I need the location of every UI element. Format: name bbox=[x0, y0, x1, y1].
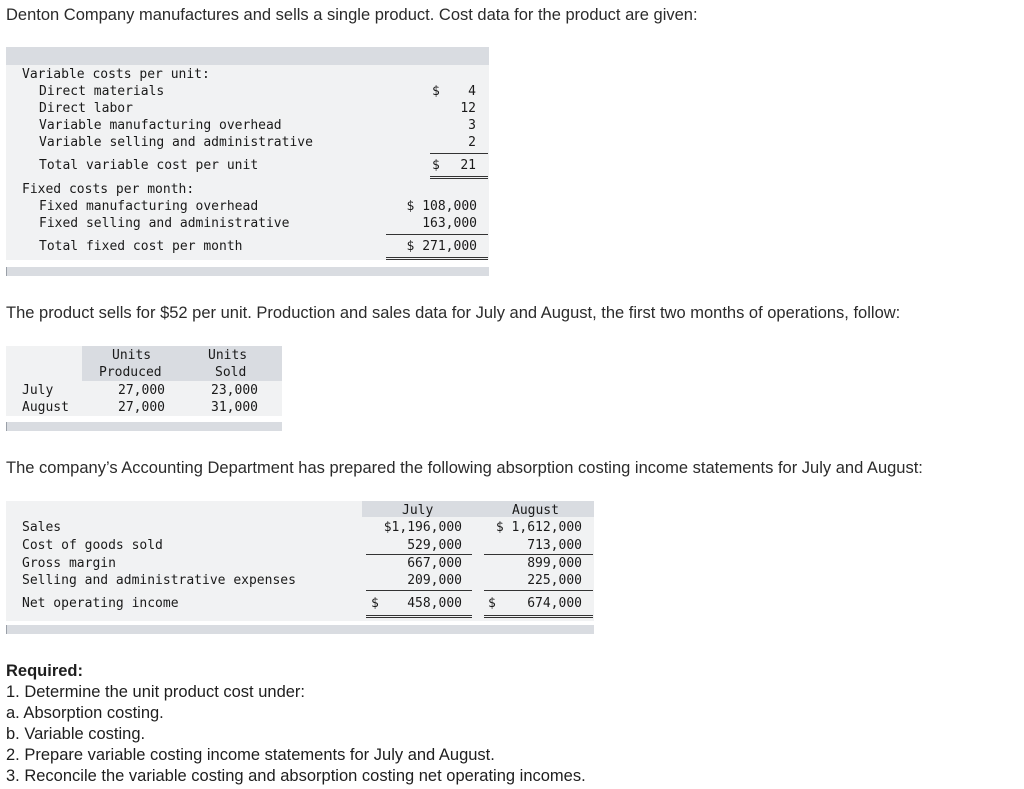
col-august: August bbox=[512, 503, 559, 518]
units-table-footer-bar bbox=[6, 422, 282, 431]
july-value: $1,196,000 bbox=[383, 520, 462, 535]
total-fixed-label: Total fixed cost per month bbox=[39, 239, 243, 254]
fixed-costs-header: Fixed costs per month: bbox=[22, 182, 195, 197]
income-table-footer-bar bbox=[6, 625, 594, 634]
dollar-sign: $ bbox=[432, 84, 440, 99]
income-row-label: Gross margin bbox=[22, 556, 116, 571]
required-section bbox=[6, 661, 586, 787]
units-sold-value: 31,000 bbox=[211, 400, 258, 415]
dollar-sign: $ bbox=[432, 158, 440, 173]
cost-value: 2 bbox=[468, 135, 476, 150]
double-underline bbox=[366, 613, 472, 618]
income-row-label: Cost of goods sold bbox=[22, 538, 163, 553]
cost-label: Fixed manufacturing overhead bbox=[39, 199, 259, 214]
required-line: 1. Determine the unit product cost under: bbox=[6, 683, 305, 701]
cost-label: Variable manufacturing overhead bbox=[39, 118, 282, 133]
underline bbox=[386, 234, 488, 235]
cost-table-footer-bar bbox=[6, 267, 489, 276]
row-month: July bbox=[22, 383, 54, 398]
cost-value: 163,000 bbox=[422, 216, 477, 231]
income-row-label: Selling and administrative expenses bbox=[22, 573, 296, 588]
double-underline bbox=[484, 613, 593, 618]
income-row-label: Sales bbox=[22, 520, 62, 535]
cost-table-header-bar bbox=[6, 47, 489, 65]
required-line: a. Absorption costing. bbox=[6, 704, 164, 722]
total-variable-label: Total variable cost per unit bbox=[39, 158, 259, 173]
cost-label: Direct labor bbox=[39, 101, 133, 116]
col-units-produced-line2: Produced bbox=[99, 365, 162, 380]
cost-label: Direct materials bbox=[39, 84, 165, 99]
underline bbox=[484, 590, 593, 591]
col-units-produced-line1: Units bbox=[112, 348, 152, 363]
variable-costs-header: Variable costs per unit: bbox=[22, 67, 210, 82]
required-line: 3. Reconcile the variable costing and absorption costing net operating incomes. bbox=[6, 767, 586, 785]
total-fixed-value: $ 271,000 bbox=[406, 239, 477, 254]
double-underline bbox=[386, 255, 488, 260]
august-value: 225,000 bbox=[527, 573, 582, 588]
col-july: July bbox=[402, 503, 434, 518]
net-august-value: 674,000 bbox=[527, 596, 582, 611]
required-line: 2. Prepare variable costing income statements for July and August. bbox=[6, 746, 495, 764]
july-value: 209,000 bbox=[407, 573, 462, 588]
august-value: $ 1,612,000 bbox=[495, 520, 582, 535]
net-july-value: 458,000 bbox=[407, 596, 462, 611]
dollar-sign: $ bbox=[371, 596, 379, 611]
cost-value: 3 bbox=[468, 118, 476, 133]
cost-value: $ 108,000 bbox=[406, 199, 477, 214]
sales-sentence: The product sells for $52 per unit. Production and sales data for July and August, the first two months of operations, follow: bbox=[6, 304, 901, 322]
units-sold-value: 23,000 bbox=[211, 383, 258, 398]
double-underline bbox=[430, 174, 488, 179]
cost-value: 4 bbox=[468, 84, 476, 99]
accounting-sentence: The company’s Accounting Department has prepared the following absorption costing income statements for July and August: bbox=[6, 459, 923, 477]
col-units-sold-line1: Units bbox=[208, 348, 248, 363]
july-value: 529,000 bbox=[407, 538, 462, 553]
underline bbox=[366, 554, 472, 555]
cost-label: Variable selling and administrative bbox=[39, 135, 313, 150]
underline bbox=[366, 590, 472, 591]
required-heading: Required: bbox=[6, 662, 84, 680]
july-value: 667,000 bbox=[407, 556, 462, 571]
income-table-header-bar bbox=[362, 501, 594, 517]
units-produced-value: 27,000 bbox=[118, 383, 165, 398]
net-income-label: Net operating income bbox=[22, 596, 179, 611]
col-units-sold-line2: Sold bbox=[215, 365, 247, 380]
august-value: 899,000 bbox=[527, 556, 582, 571]
underline bbox=[430, 153, 488, 154]
intro-text: Denton Company manufactures and sells a single product. Cost data for the product are given: bbox=[6, 6, 698, 24]
units-produced-value: 27,000 bbox=[118, 400, 165, 415]
cost-label: Fixed selling and administrative bbox=[39, 216, 290, 231]
row-month: August bbox=[22, 400, 69, 415]
underline bbox=[484, 554, 593, 555]
dollar-sign: $ bbox=[488, 596, 496, 611]
cost-value: 12 bbox=[460, 101, 476, 116]
required-line: b. Variable costing. bbox=[6, 725, 146, 743]
total-variable-value: 21 bbox=[460, 158, 476, 173]
august-value: 713,000 bbox=[527, 538, 582, 553]
